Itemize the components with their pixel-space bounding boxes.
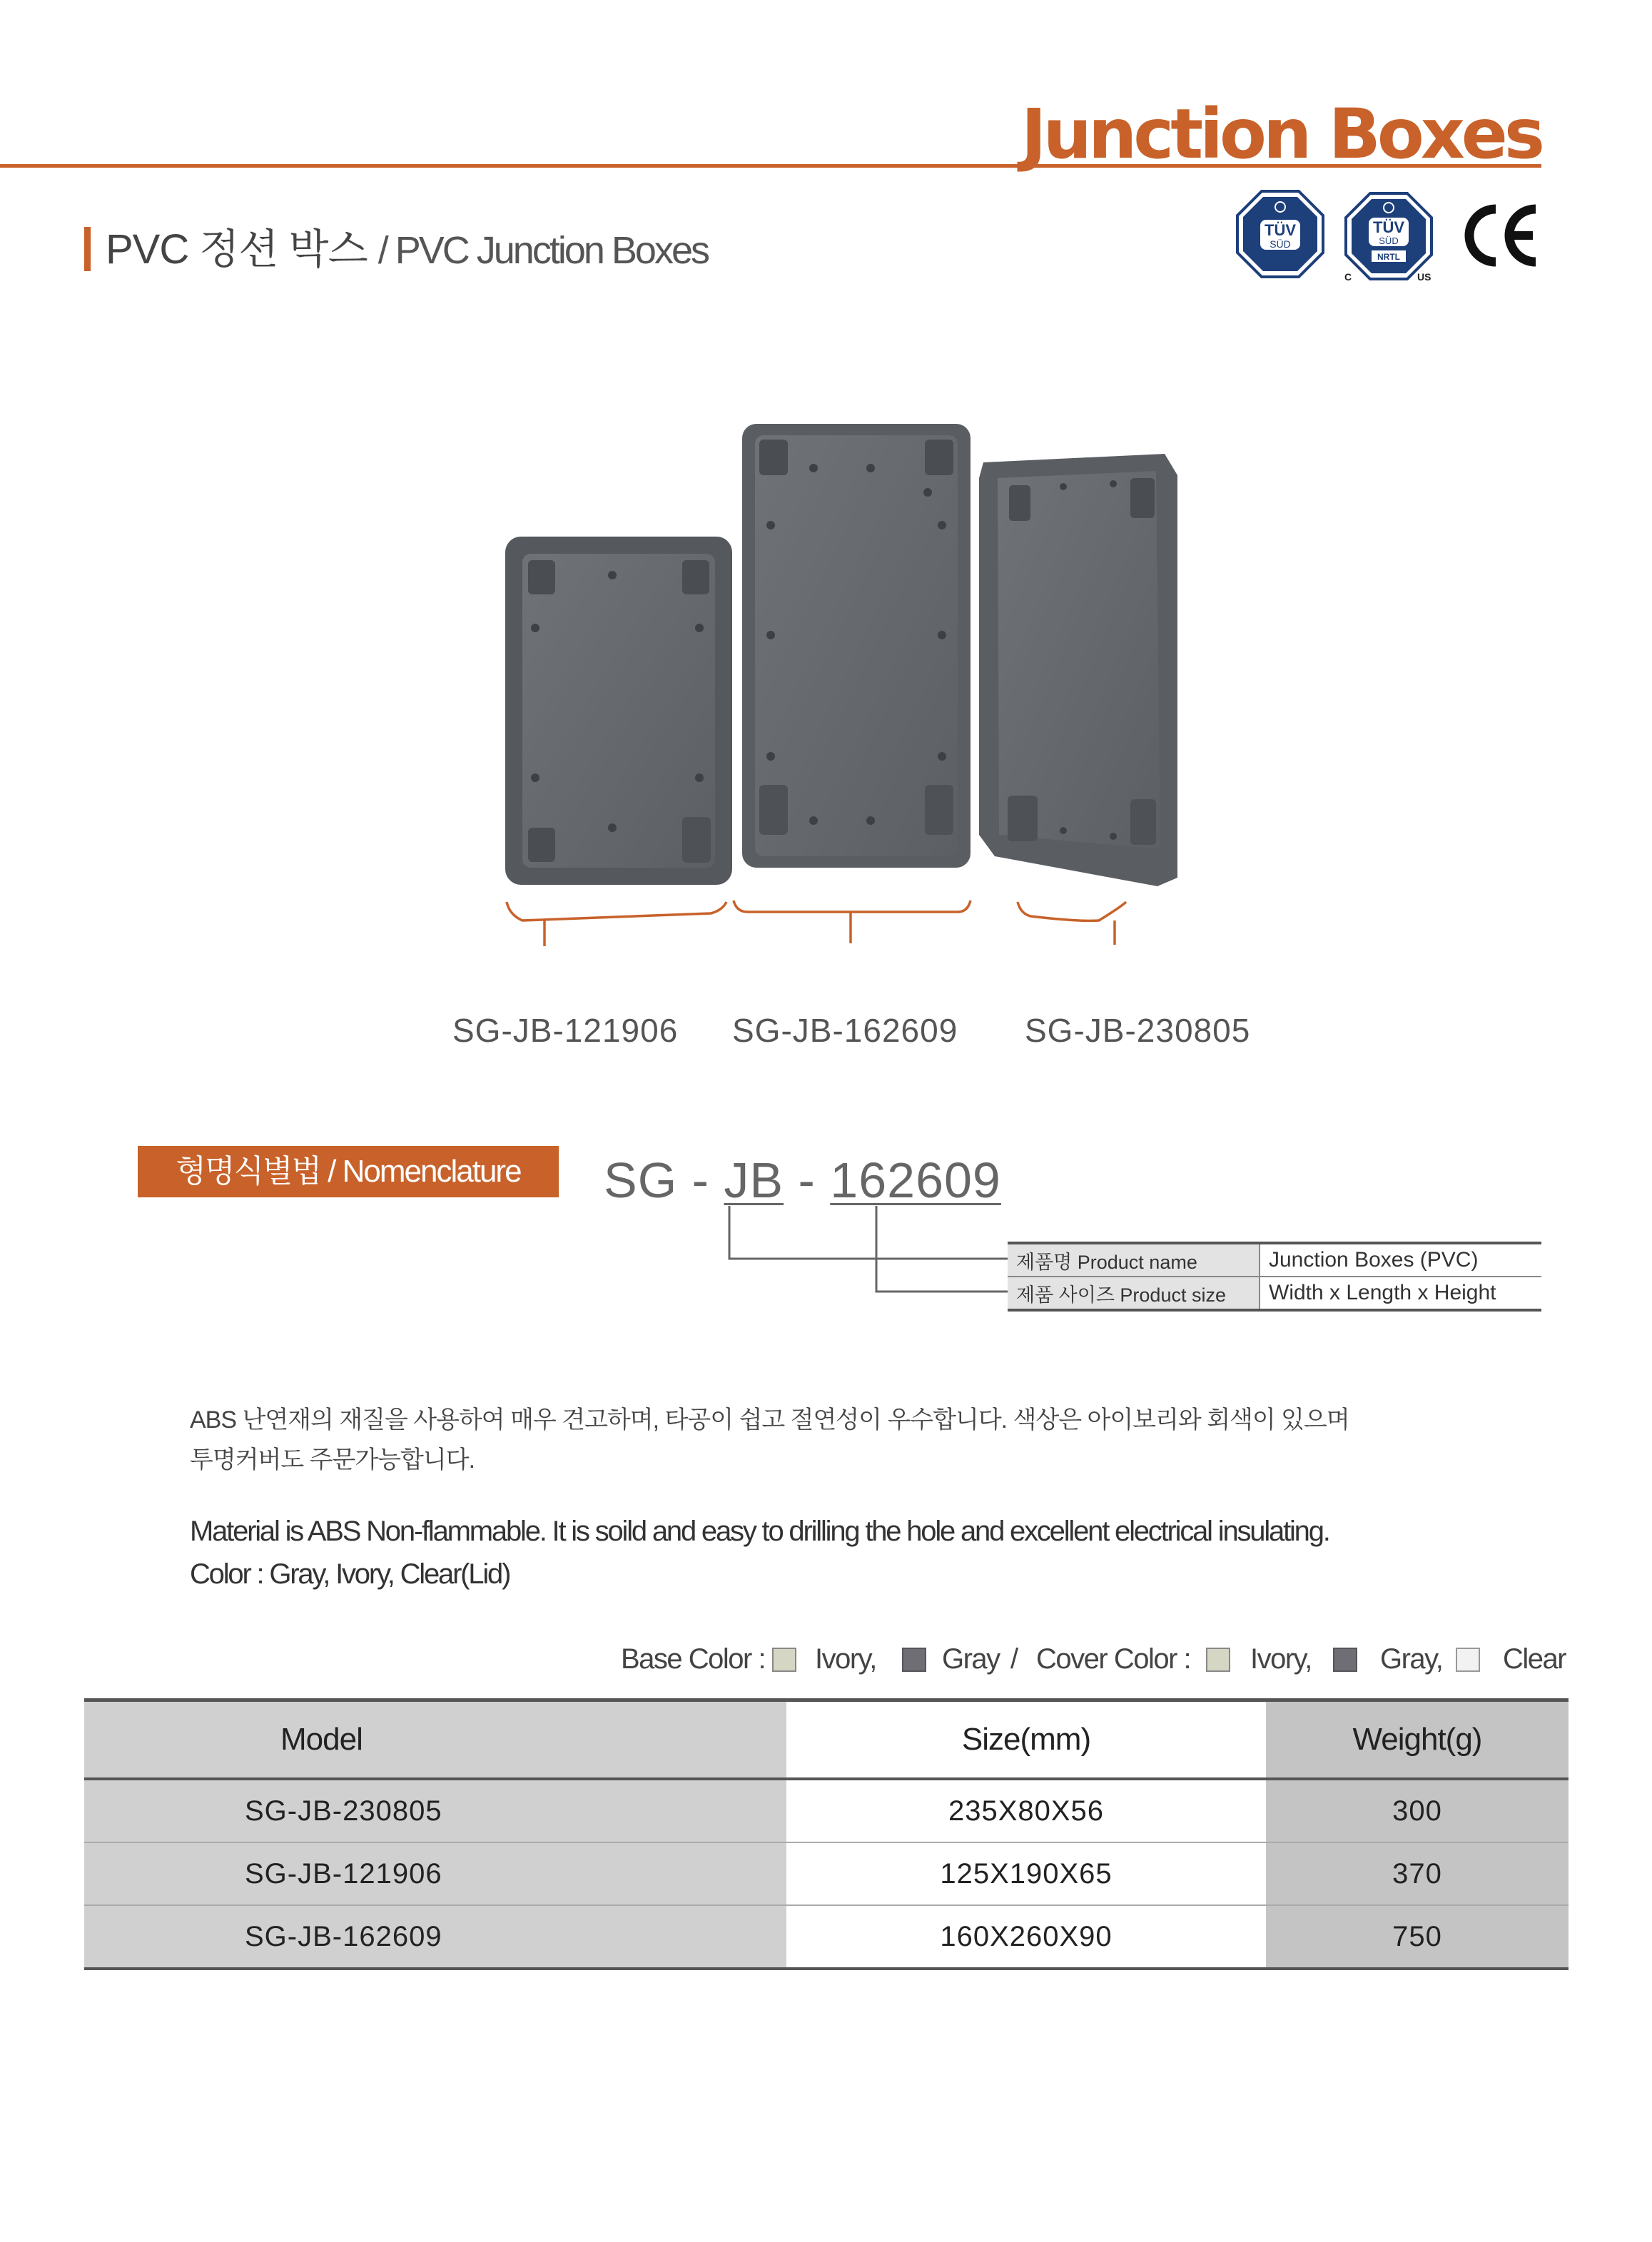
box-121906-image [505,537,732,885]
svg-text:TÜV: TÜV [1265,221,1296,239]
cell-model: SG-JB-121906 [84,1842,786,1905]
box-230805-image [979,454,1177,886]
cover-clear-label: Clear [1503,1643,1566,1675]
photo-brackets [507,901,1126,946]
svg-text:TÜV: TÜV [1373,218,1404,236]
cell-weight: 750 [1266,1905,1569,1969]
cell-weight: 370 [1266,1842,1569,1905]
subtitle-accent-bar [84,227,91,271]
header-model: Model [84,1700,786,1780]
ce-mark-logo [1461,202,1540,269]
nomenclature-row [1008,1277,1541,1310]
nomenclature-key: 제품명 Product name [1008,1243,1260,1277]
gray-swatch [1333,1648,1357,1672]
junction-box-product-photo [471,414,1227,970]
base-color-label: Base Color : [621,1643,766,1675]
nomenclature-value: Width x Length x Height [1260,1277,1541,1310]
code-size: 162609 [830,1152,1001,1208]
cell-model: SG-JB-162609 [84,1905,786,1969]
svg-text:NRTL: NRTL [1377,252,1400,262]
nomenclature-code [604,1152,1001,1209]
cell-size: 160X260X90 [786,1905,1266,1969]
description-ko-line1: ABS 난연재의 재질을 사용하여 매우 견고하며, 타공이 쉽고 절연성이 우수합니다. 색상은 아이보리와 회색이 있으며 [190,1406,1349,1434]
cell-size: 235X80X56 [786,1779,1266,1842]
svg-text:C: C [1344,271,1352,283]
color-legend [621,1638,1570,1680]
tuv-sud-logo [1235,188,1326,280]
description-en-line1: Material is ABS Non-flammable. It is soild and easy to drilling the hole and excellent electrical insulating. [190,1516,1329,1547]
svg-text:SÜD: SÜD [1270,238,1291,250]
nomenclature-row [1008,1243,1541,1277]
description-ko-line2: 투명커버도 주문가능합니다. [190,1446,475,1473]
section-title-en: / PVC Junction Boxes [377,229,708,272]
nomenclature-badge: 형명식별법 / Nomenclature [138,1146,559,1197]
cover-gray-label: Gray, [1380,1643,1443,1675]
spec-table [84,1698,1569,1970]
cover-ivory-label: Ivory, [1250,1643,1312,1675]
cover-color-label: Cover Color : [1036,1643,1191,1675]
code-type: JB [724,1152,784,1208]
clear-swatch [1456,1648,1480,1672]
nomenclature-key: 제품 사이즈 Product size [1008,1277,1260,1310]
spec-table-header [84,1700,1569,1780]
ivory-swatch [772,1648,796,1672]
header-weight: Weight(g) [1266,1700,1569,1780]
header-size: Size(mm) [786,1700,1266,1780]
cell-weight: 300 [1266,1779,1569,1842]
cell-model: SG-JB-230805 [84,1779,786,1842]
table-row [84,1842,1569,1905]
section-title-ko: PVC 정션 박스 [106,226,368,273]
box-162609-image [742,424,971,868]
code-prefix: SG - [604,1152,724,1208]
svg-text:US: US [1417,271,1431,283]
svg-text:SÜD: SÜD [1379,235,1399,246]
code-separator: - [784,1152,831,1208]
table-row [84,1779,1569,1842]
legend-separator: / [1010,1643,1018,1675]
base-gray-label: Gray [942,1643,1000,1675]
nomenclature-connector-lines [714,1206,1028,1313]
base-ivory-label: Ivory, [815,1643,876,1675]
description-en-line2: Color : Gray, Ivory, Clear(Lid) [190,1558,510,1590]
nomenclature-table [1008,1242,1541,1312]
photo-label-162609: SG-JB-162609 [732,1012,958,1049]
photo-label-121906: SG-JB-121906 [452,1012,679,1049]
ivory-swatch [1206,1648,1230,1672]
tuv-sud-nrtl-logo [1343,188,1434,284]
nomenclature-value: Junction Boxes (PVC) [1260,1243,1541,1277]
gray-swatch [902,1648,926,1672]
table-row [84,1905,1569,1969]
cell-size: 125X190X65 [786,1842,1266,1905]
photo-label-230805: SG-JB-230805 [1025,1012,1251,1049]
section-title [106,227,708,273]
page-title: Junction Boxes [1020,94,1541,174]
